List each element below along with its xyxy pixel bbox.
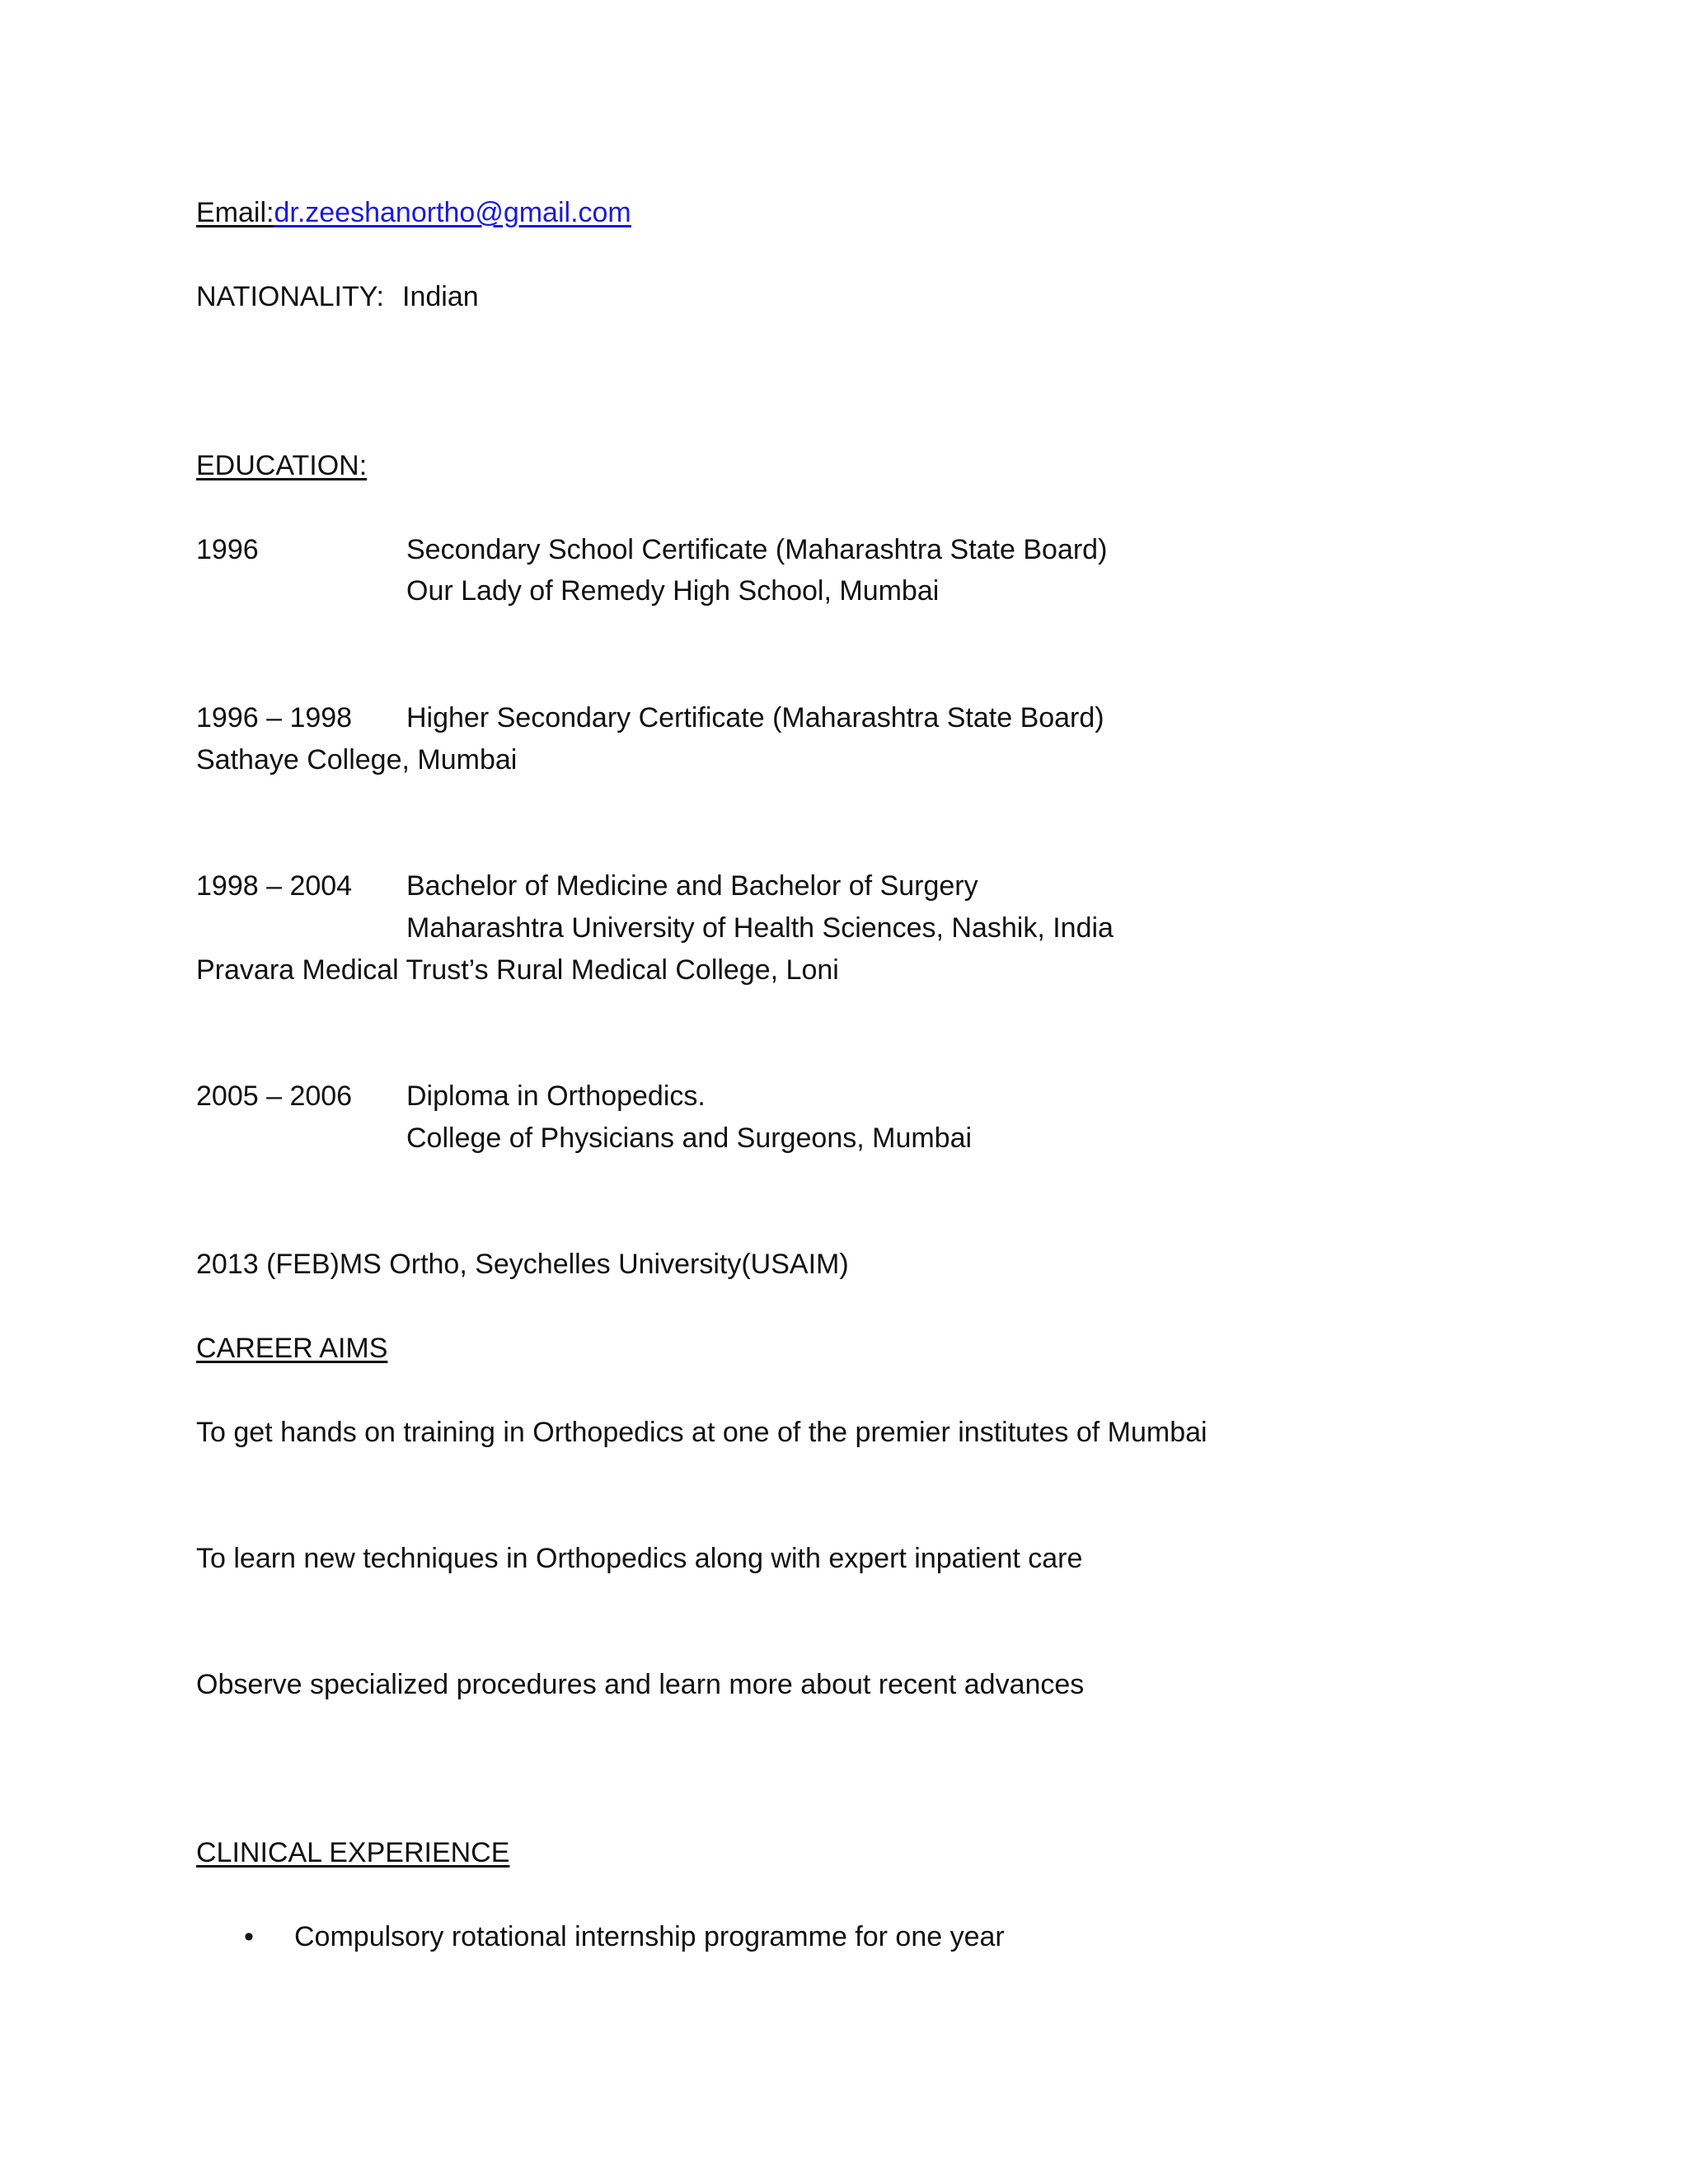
edu-3-line2: Maharashtra University of Health Sciences, Nashik, India bbox=[406, 912, 1114, 944]
career-aim-3: Observe specialized procedures and learn more about recent advances bbox=[196, 1669, 1085, 1700]
edu-4-line2: College of Physicians and Surgeons, Mumbai bbox=[406, 1122, 973, 1154]
email-link[interactable]: dr.zeeshanortho@gmail.com bbox=[274, 197, 631, 228]
email-label: Email: bbox=[196, 197, 274, 228]
nationality-label: NATIONALITY: bbox=[196, 281, 384, 312]
edu-1-line1: Secondary School Certificate (Maharashtra State Board) bbox=[406, 534, 1108, 565]
edu-year-1: 1996 bbox=[196, 534, 259, 565]
edu-year-2: 1996 – 1998 bbox=[196, 702, 353, 733]
edu-year-3: 1998 – 2004 bbox=[196, 870, 353, 902]
edu-2-line2: Sathaye College, Mumbai bbox=[196, 744, 518, 776]
edu-4-line1: Diploma in Orthopedics. bbox=[406, 1080, 706, 1112]
edu-ms-line: 2013 (FEB)MS Ortho, Seychelles University(USAIM) bbox=[196, 1249, 849, 1280]
clinical-experience-heading: CLINICAL EXPERIENCE bbox=[196, 1837, 510, 1868]
edu-1-line2: Our Lady of Remedy High School, Mumbai bbox=[406, 575, 940, 607]
career-aim-2: To learn new techniques in Orthopedics along with expert inpatient care bbox=[196, 1543, 1083, 1574]
edu-2-line1: Higher Secondary Certificate (Maharashtra State Board) bbox=[406, 702, 1104, 733]
edu-3-line1: Bachelor of Medicine and Bachelor of Surgery bbox=[406, 870, 978, 902]
email-line bbox=[196, 196, 631, 229]
edu-3-line3: Pravara Medical Trust’s Rural Medical College, Loni bbox=[196, 954, 839, 986]
career-aim-1: To get hands on training in Orthopedics at one of the premier institutes of Mumbai bbox=[196, 1417, 1207, 1448]
clinical-item-1: Compulsory rotational internship programme for one year bbox=[294, 1921, 1005, 1952]
nationality-value: Indian bbox=[402, 281, 479, 312]
career-aims-heading: CAREER AIMS bbox=[196, 1333, 388, 1364]
bullet-icon: • bbox=[244, 1921, 254, 1952]
education-heading: EDUCATION: bbox=[196, 450, 368, 481]
edu-year-4: 2005 – 2006 bbox=[196, 1080, 353, 1112]
